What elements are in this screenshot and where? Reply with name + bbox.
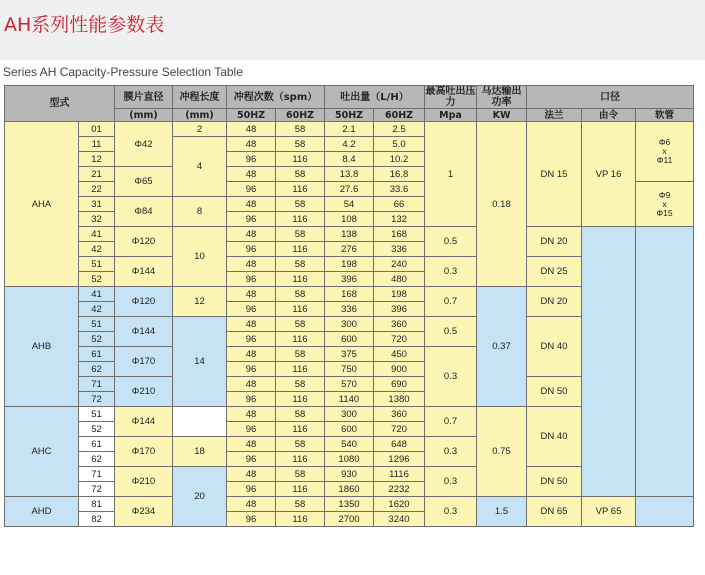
flow-50hz-cell: 750	[325, 362, 374, 377]
union-cell: VP 16	[582, 122, 636, 227]
flange-cell: DN 20	[527, 227, 582, 257]
model-code-cell: 21	[79, 167, 115, 182]
hose-cell	[636, 122, 694, 182]
spm-50hz-cell: 48	[227, 227, 276, 242]
flow-60hz-cell: 2232	[374, 482, 425, 497]
spm-50hz-cell: 48	[227, 287, 276, 302]
spm-60hz-cell: 58	[276, 287, 325, 302]
model-code-cell: 62	[79, 452, 115, 467]
spm-60hz-cell: 58	[276, 347, 325, 362]
flow-50hz-cell: 27.6	[325, 182, 374, 197]
diaphragm-cell: Φ144	[115, 407, 173, 437]
flow-60hz-cell: 1620	[374, 497, 425, 512]
table-body	[5, 122, 694, 527]
flow-60hz-cell: 198	[374, 287, 425, 302]
flow-50hz-cell: 8.4	[325, 152, 374, 167]
flow-60hz-cell: 720	[374, 332, 425, 347]
hose-size-line: Φ15	[656, 207, 673, 218]
spm-60hz-cell: 58	[276, 257, 325, 272]
stroke-cell: 2	[173, 122, 227, 137]
spm-60hz-cell: 58	[276, 122, 325, 137]
model-cell: AHC	[5, 407, 79, 497]
header-diaphragm: 膜片直径	[115, 86, 173, 109]
flow-50hz-cell: 1860	[325, 482, 374, 497]
spm-50hz-cell: 96	[227, 392, 276, 407]
spm-50hz-cell: 96	[227, 302, 276, 317]
spm-60hz-cell: 116	[276, 422, 325, 437]
flow-60hz-cell: 480	[374, 272, 425, 287]
spm-50hz-cell: 48	[227, 317, 276, 332]
flow-60hz-cell: 1116	[374, 467, 425, 482]
flow-50hz-cell: 54	[325, 197, 374, 212]
flow-50hz-cell: 600	[325, 422, 374, 437]
pressure-cell: 0.3	[425, 257, 477, 287]
spm-60hz-cell: 58	[276, 197, 325, 212]
model-cell: AHB	[5, 287, 79, 407]
stroke-cell: 8	[173, 197, 227, 227]
model-code-cell: 52	[79, 422, 115, 437]
model-code-cell: 51	[79, 317, 115, 332]
model-code-cell: 61	[79, 437, 115, 452]
model-code-cell: 42	[79, 242, 115, 257]
flow-50hz-cell: 108	[325, 212, 374, 227]
spm-60hz-cell: 116	[276, 482, 325, 497]
model-code-cell: 52	[79, 272, 115, 287]
model-code-cell: 11	[79, 137, 115, 152]
model-code-cell: 12	[79, 152, 115, 167]
flow-50hz-cell: 570	[325, 377, 374, 392]
spm-50hz-cell: 96	[227, 332, 276, 347]
unit-pressure: Mpa	[425, 109, 477, 122]
flow-60hz-cell: 2.5	[374, 122, 425, 137]
spm-50hz-cell: 48	[227, 347, 276, 362]
flow-50hz-cell: 13.8	[325, 167, 374, 182]
model-code-cell: 52	[79, 332, 115, 347]
model-code-cell: 22	[79, 182, 115, 197]
flow-60hz-cell: 132	[374, 212, 425, 227]
spm-60hz-cell: 58	[276, 377, 325, 392]
flow-60hz-cell: 168	[374, 227, 425, 242]
flow-60hz-cell: 690	[374, 377, 425, 392]
model-code-cell: 01	[79, 122, 115, 137]
flange-cell: DN 50	[527, 377, 582, 407]
flow-60hz-cell: 360	[374, 407, 425, 422]
flow-50hz-cell: 1080	[325, 452, 374, 467]
pressure-cell: 0.3	[425, 497, 477, 527]
spm-60hz-cell: 116	[276, 392, 325, 407]
power-cell: 1.5	[477, 497, 527, 527]
flange-cell: DN 50	[527, 467, 582, 497]
flow-50hz-cell: 1140	[325, 392, 374, 407]
header-flow: 吐出量（L/H）	[325, 86, 425, 109]
spm-50hz-cell: 48	[227, 137, 276, 152]
spm-60hz-cell: 58	[276, 467, 325, 482]
flange-cell: DN 25	[527, 257, 582, 287]
flow-60hz-cell: 360	[374, 317, 425, 332]
model-code-cell: 61	[79, 347, 115, 362]
spm-50hz-cell: 48	[227, 407, 276, 422]
flow-50hz-cell: 276	[325, 242, 374, 257]
hose-empty-cell	[636, 227, 694, 497]
flow-60hz-cell: 66	[374, 197, 425, 212]
flow-50hz-cell: 540	[325, 437, 374, 452]
spm-50hz-cell: 48	[227, 122, 276, 137]
unit-spm-50hz: 50HZ	[227, 109, 276, 122]
header-union: 由令	[582, 109, 636, 122]
spm-60hz-cell: 58	[276, 317, 325, 332]
flange-cell: DN 65	[527, 497, 582, 527]
spm-50hz-cell: 96	[227, 212, 276, 227]
spm-50hz-cell: 96	[227, 242, 276, 257]
stroke-empty-cell	[173, 407, 227, 437]
title-bar	[0, 0, 705, 60]
spm-60hz-cell: 116	[276, 452, 325, 467]
flow-60hz-cell: 450	[374, 347, 425, 362]
model-code-cell: 72	[79, 482, 115, 497]
unit-power: KW	[477, 109, 527, 122]
pressure-cell: 0.5	[425, 227, 477, 257]
flow-60hz-cell: 240	[374, 257, 425, 272]
spm-50hz-cell: 96	[227, 512, 276, 527]
flow-60hz-cell: 1296	[374, 452, 425, 467]
spm-60hz-cell: 116	[276, 152, 325, 167]
flow-60hz-cell: 16.8	[374, 167, 425, 182]
spm-60hz-cell: 116	[276, 212, 325, 227]
pressure-cell: 1	[425, 122, 477, 227]
spm-60hz-cell: 116	[276, 272, 325, 287]
spm-50hz-cell: 96	[227, 482, 276, 497]
model-code-cell: 32	[79, 212, 115, 227]
hose-size-line: Φ11	[656, 155, 673, 165]
diaphragm-cell: Φ120	[115, 287, 173, 317]
stroke-cell: 4	[173, 137, 227, 197]
hose-empty-cell	[636, 497, 694, 527]
pressure-cell: 0.5	[425, 317, 477, 347]
model-code-cell: 72	[79, 392, 115, 407]
diaphragm-cell: Φ84	[115, 197, 173, 227]
power-cell: 0.18	[477, 122, 527, 287]
spm-50hz-cell: 48	[227, 167, 276, 182]
model-code-cell: 71	[79, 467, 115, 482]
page-title: AH系列性能参数表	[4, 14, 165, 36]
hose-cell	[636, 182, 694, 227]
flow-60hz-cell: 3240	[374, 512, 425, 527]
power-cell: 0.75	[477, 407, 527, 497]
spm-60hz-cell: 116	[276, 242, 325, 257]
flow-50hz-cell: 930	[325, 467, 374, 482]
header-hose: 软管	[636, 109, 694, 122]
spm-50hz-cell: 48	[227, 197, 276, 212]
hose-size-line: Φ6	[658, 137, 671, 147]
flow-60hz-cell: 648	[374, 437, 425, 452]
table-row	[5, 497, 694, 512]
flow-50hz-cell: 2.1	[325, 122, 374, 137]
diaphragm-cell: Φ120	[115, 227, 173, 257]
table-container	[4, 85, 694, 527]
pressure-cell: 0.7	[425, 407, 477, 437]
flow-50hz-cell: 168	[325, 287, 374, 302]
spm-60hz-cell: 116	[276, 182, 325, 197]
flange-cell: DN 40	[527, 317, 582, 377]
flow-60hz-cell: 5.0	[374, 137, 425, 152]
union-cell: VP 65	[582, 497, 636, 527]
table-row	[5, 227, 694, 242]
diaphragm-cell: Φ210	[115, 467, 173, 497]
spm-60hz-cell: 58	[276, 437, 325, 452]
header-port: 口径	[527, 86, 694, 109]
spm-50hz-cell: 96	[227, 152, 276, 167]
model-code-cell: 82	[79, 512, 115, 527]
flow-50hz-cell: 198	[325, 257, 374, 272]
spm-50hz-cell: 48	[227, 377, 276, 392]
hose-size-line: x	[662, 198, 667, 209]
flow-50hz-cell: 375	[325, 347, 374, 362]
header-max-pressure: 最高吐出压力	[425, 86, 476, 108]
model-cell: AHA	[5, 122, 79, 287]
model-code-cell: 51	[79, 407, 115, 422]
unit-stroke: (mm)	[173, 109, 227, 122]
power-cell: 0.37	[477, 287, 527, 407]
spm-50hz-cell: 96	[227, 422, 276, 437]
unit-flow-50hz: 50HZ	[325, 109, 374, 122]
stroke-cell: 14	[173, 317, 227, 407]
selection-table	[4, 85, 694, 527]
union-empty-cell	[582, 227, 636, 497]
flow-60hz-cell: 336	[374, 242, 425, 257]
flow-60hz-cell: 396	[374, 302, 425, 317]
stroke-cell: 10	[173, 227, 227, 287]
spm-50hz-cell: 48	[227, 257, 276, 272]
stroke-cell: 18	[173, 437, 227, 467]
flow-60hz-cell: 10.2	[374, 152, 425, 167]
pressure-cell: 0.7	[425, 287, 477, 317]
stroke-cell: 20	[173, 467, 227, 527]
hose-size-line: Φ9	[658, 189, 671, 200]
header-stroke: 冲程长度	[173, 86, 227, 109]
flow-50hz-cell: 138	[325, 227, 374, 242]
spm-50hz-cell: 48	[227, 467, 276, 482]
diaphragm-cell: Φ144	[115, 317, 173, 347]
spm-60hz-cell: 116	[276, 362, 325, 377]
flow-60hz-cell: 33.6	[374, 182, 425, 197]
diaphragm-cell: Φ170	[115, 347, 173, 377]
unit-spm-60hz: 60HZ	[276, 109, 325, 122]
flow-50hz-cell: 4.2	[325, 137, 374, 152]
spm-50hz-cell: 96	[227, 452, 276, 467]
flow-50hz-cell: 396	[325, 272, 374, 287]
spm-60hz-cell: 116	[276, 512, 325, 527]
unit-diaphragm: (mm)	[115, 109, 173, 122]
header-flange: 法兰	[527, 109, 582, 122]
flange-cell: DN 40	[527, 407, 582, 467]
spm-50hz-cell: 96	[227, 182, 276, 197]
unit-flow-60hz: 60HZ	[374, 109, 425, 122]
header-spm: 冲程次数（spm）	[227, 86, 325, 109]
diaphragm-cell: Φ65	[115, 167, 173, 197]
flow-50hz-cell: 336	[325, 302, 374, 317]
hose-size-line: x	[662, 146, 667, 156]
flange-cell: DN 20	[527, 287, 582, 317]
flow-60hz-cell: 720	[374, 422, 425, 437]
spm-60hz-cell: 58	[276, 167, 325, 182]
model-code-cell: 41	[79, 287, 115, 302]
model-code-cell: 51	[79, 257, 115, 272]
spm-60hz-cell: 116	[276, 302, 325, 317]
model-code-cell: 42	[79, 302, 115, 317]
model-code-cell: 71	[79, 377, 115, 392]
spm-60hz-cell: 116	[276, 332, 325, 347]
spm-60hz-cell: 58	[276, 407, 325, 422]
model-code-cell: 62	[79, 362, 115, 377]
flow-50hz-cell: 600	[325, 332, 374, 347]
diaphragm-cell: Φ210	[115, 377, 173, 407]
spm-60hz-cell: 58	[276, 497, 325, 512]
model-code-cell: 31	[79, 197, 115, 212]
pressure-cell: 0.3	[425, 347, 477, 407]
flow-60hz-cell: 1380	[374, 392, 425, 407]
pressure-cell: 0.3	[425, 467, 477, 497]
model-cell: AHD	[5, 497, 79, 527]
diaphragm-cell: Φ170	[115, 437, 173, 467]
flow-50hz-cell: 2700	[325, 512, 374, 527]
spm-60hz-cell: 58	[276, 137, 325, 152]
header-model: 型式	[5, 86, 115, 122]
spm-60hz-cell: 58	[276, 227, 325, 242]
spm-50hz-cell: 48	[227, 437, 276, 452]
flange-cell: DN 15	[527, 122, 582, 227]
stroke-cell: 12	[173, 287, 227, 317]
flow-60hz-cell: 900	[374, 362, 425, 377]
table-row	[5, 122, 694, 137]
header-motor-power: 马达输出功率	[477, 86, 527, 109]
diaphragm-cell: Φ42	[115, 122, 173, 167]
diaphragm-cell: Φ144	[115, 257, 173, 287]
page-subtitle: Series AH Capacity-Pressure Selection Table	[3, 65, 243, 79]
spm-50hz-cell: 48	[227, 497, 276, 512]
flow-50hz-cell: 300	[325, 407, 374, 422]
spm-50hz-cell: 96	[227, 272, 276, 287]
model-code-cell: 81	[79, 497, 115, 512]
spm-50hz-cell: 96	[227, 362, 276, 377]
pressure-cell: 0.3	[425, 437, 477, 467]
model-code-cell: 41	[79, 227, 115, 242]
flow-50hz-cell: 1350	[325, 497, 374, 512]
flow-50hz-cell: 300	[325, 317, 374, 332]
diaphragm-cell: Φ234	[115, 497, 173, 527]
